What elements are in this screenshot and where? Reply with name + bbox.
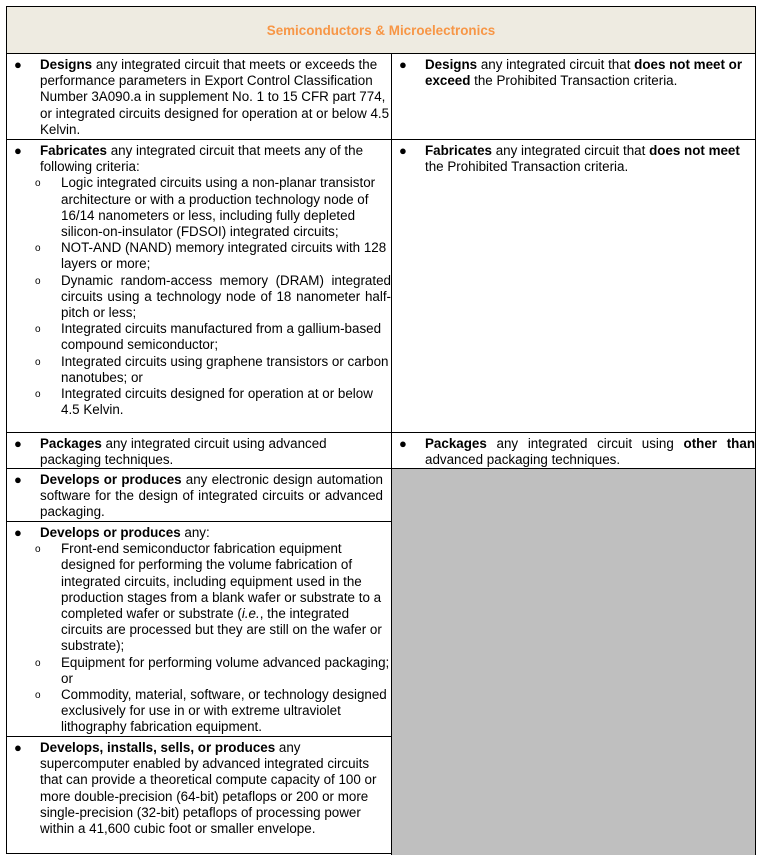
bullet-icon: ● <box>399 436 407 451</box>
sub-list-item: o Integrated circuits manufactured from a gallium-based compound semiconductor; <box>35 321 382 353</box>
bullet-icon: ● <box>14 436 22 451</box>
sub-list-item: o Equipment for performing volume advanced packaging; or <box>35 654 390 686</box>
list-item: ● Fabricates any integrated circuit that does not meet the Prohibited Transaction criteria. <box>399 143 740 175</box>
bullet-icon: ● <box>399 57 407 72</box>
list-item: ● Packages any integrated circuit using other than advanced packaging techniques. <box>399 436 755 468</box>
bullet-icon: ● <box>14 143 22 158</box>
circle-bullet-icon: o <box>35 657 41 669</box>
row1-right-cell <box>391 53 756 140</box>
table-title: Semiconductors & Microelectronics <box>266 22 496 38</box>
bullet-icon: ● <box>399 143 407 158</box>
sub-list-item: o Integrated circuits designed for operation at or below 4.5 Kelvin. <box>35 386 373 418</box>
sub-list-item: o Commodity, material, software, or technology designed exclusively for use in or with extreme ultraviolet lithography fabrication equipment. <box>35 687 387 735</box>
empty-gray-cell <box>391 468 756 855</box>
sub-list-item: o Dynamic random-access memory (DRAM) integrated circuits using a technology node of 18 nanometer half-pitch or less; <box>35 272 391 321</box>
list-item: ● Develops or produces any electronic design automation software for the design of integrated circuits or advanced packaging. <box>14 472 383 520</box>
sub-list-item: o NOT-AND (NAND) memory integrated circuits with 128 layers or more; <box>35 240 387 272</box>
bullet-icon: ● <box>14 740 22 755</box>
list-item: ● Develops, installs, sells, or produces any supercomputer enabled by advanced integrated circuits that can provide a theoretical compute capacity of 100 or more double-precision (64-bit) petaflops or 200 or more single-precision (32-bit) petaflops of processing power within a 41,600 cubic foot or smaller envelope. <box>14 740 377 837</box>
sub-list-item: o Logic integrated circuits using a non-planar transistor architecture or with a production technology node of 16/14 nanometers or less, including fully depleted silicon-on-insulator (FDSOI) integrated circuits; <box>35 175 376 240</box>
circle-bullet-icon: o <box>35 178 41 190</box>
circle-bullet-icon: o <box>35 389 41 401</box>
bullet-icon: ● <box>14 472 22 487</box>
list-item: ● Develops or produces any: <box>14 525 210 540</box>
circle-bullet-icon: o <box>35 243 41 255</box>
circle-bullet-icon: o <box>35 275 41 287</box>
row5-left-cell <box>6 521 392 737</box>
row2-right-cell <box>391 139 756 433</box>
bullet-icon: ● <box>14 57 22 72</box>
circle-bullet-icon: o <box>35 690 41 702</box>
row3-right-cell <box>391 432 756 469</box>
list-item: ● Packages any integrated circuit using advanced packaging techniques. <box>14 436 327 468</box>
circle-bullet-icon: o <box>35 544 41 556</box>
sub-list-item: o Front-end semiconductor fabrication equipment designed for performing the volume fabrication of integrated circuits, including equipment used in the production stages from a blank wafer or substrate to a completed wafer or substrate (i.e., the integrated circuits are processed but they are still on the wafer or substrate); <box>35 541 382 654</box>
circle-bullet-icon: o <box>35 324 41 336</box>
sub-list-item: o Integrated circuits using graphene transistors or carbon nanotubes; or <box>35 353 389 385</box>
row3-left-cell <box>6 432 392 469</box>
row6-left-cell <box>6 736 392 854</box>
row2-left-cell <box>6 139 392 433</box>
list-item: ● Fabricates any integrated circuit that meets any of the following criteria: <box>14 143 364 175</box>
circle-bullet-icon: o <box>35 356 41 368</box>
bullet-icon: ● <box>14 525 22 540</box>
list-item: ● Designs any integrated circuit that meets or exceeds the performance parameters in Export Control Classification Number 3A090.a in supplement No. 1 to 15 CFR part 774, or integrated circuits designed for operation at or below 4.5 Kelvin. <box>14 57 390 137</box>
list-item: ● Designs any integrated circuit that does not meet or exceed the Prohibited Transaction criteria. <box>399 57 743 89</box>
row4-left-cell <box>6 468 392 522</box>
table-header <box>6 6 756 54</box>
row1-left-cell <box>6 53 392 140</box>
